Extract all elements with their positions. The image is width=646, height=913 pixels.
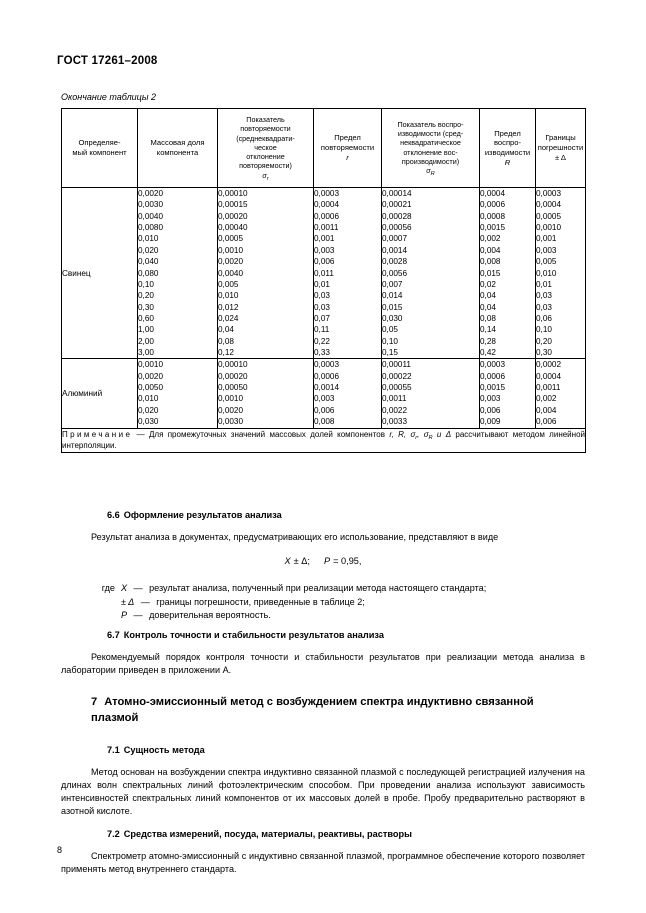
table-value: 0,007: [382, 279, 403, 289]
formula-p: P: [323, 556, 331, 566]
table-value: 0,14: [480, 325, 496, 335]
table-value: 0,01: [314, 279, 330, 289]
heading-6-7: [107, 630, 384, 640]
table-value: 0,010: [536, 268, 557, 278]
note-text-after: рассчитывают методом линейной интерполяции.: [62, 429, 585, 451]
table-value: 0,03: [536, 291, 552, 301]
heading-7-1-number: 7.1: [107, 745, 120, 755]
table-value: 0,0003: [314, 360, 340, 370]
table-value: 0,00056: [382, 223, 412, 233]
table-value: 0,009: [480, 417, 501, 427]
cell-component-lead: Свинец: [62, 188, 138, 359]
table-value: 0,0010: [218, 394, 244, 404]
table-value: 0,010: [138, 234, 159, 244]
heading-7-2: [107, 829, 412, 839]
table-note-row: [62, 428, 586, 452]
table-value: 1,00: [138, 325, 154, 335]
table-value: 0,0011: [314, 223, 339, 233]
table-value: 0,040: [138, 257, 159, 267]
th-delta-symbol: ± Δ: [555, 152, 566, 162]
formula-p-value: = 0,95,: [333, 556, 362, 566]
table-value: 3,00: [138, 348, 154, 358]
table-value: 0,0006: [314, 211, 340, 221]
paragraph-6-6: Результат анализа в документах, предусматривающих его использование, представляют в виде: [91, 532, 499, 542]
table-value: 0,12: [218, 348, 234, 358]
definition-item: [61, 582, 585, 596]
heading-6-7-number: 6.7: [107, 630, 120, 640]
table-value: 0,0040: [138, 211, 164, 221]
table-value: 0,014: [382, 291, 403, 301]
table-caption: Окончание таблицы 2: [61, 92, 156, 102]
table-value: 0,0056: [382, 268, 408, 278]
heading-7-title: Атомно-эмиссионный метод с возбуждением спектра индуктивно связанной плазмой: [91, 696, 534, 724]
th-reproducibility-limit: Предел воспро- изводимости R: [480, 109, 536, 188]
cell-limit-r-lead: [314, 188, 382, 359]
table-value: 0,0080: [138, 223, 164, 233]
table-row: [62, 359, 586, 428]
table-value: 0,04: [480, 291, 496, 301]
definition-text: доверительная вероятность.: [149, 610, 271, 621]
th-repeatability-limit: Предел повторяемости r: [314, 109, 382, 188]
table-value: 0,010: [138, 394, 159, 404]
table-value: 0,0015: [480, 383, 506, 393]
table-value: 0,0004: [480, 189, 506, 198]
table-body: [62, 188, 586, 453]
heading-6-6-number: 6.6: [107, 510, 120, 520]
table-value: 0,00011: [382, 360, 411, 370]
table-value: 0,0020: [218, 257, 244, 267]
table-value: 0,00022: [382, 371, 412, 381]
table-value: 0,0004: [536, 371, 562, 381]
table-value: 0,015: [480, 268, 501, 278]
table-value: 0,0004: [536, 200, 562, 210]
table-value: 0,001: [314, 234, 335, 244]
table-value: 0,30: [536, 348, 552, 358]
table-value: 0,06: [536, 313, 552, 323]
table-value: 0,003: [314, 394, 335, 404]
definition-symbol: ± Δ: [121, 596, 135, 607]
th-component: Определяе- мый компонент: [62, 109, 138, 188]
heading-7-1: [107, 745, 205, 755]
table-value: 0,0011: [536, 383, 561, 393]
th-mass-fraction: Массовая доля компонента: [138, 109, 218, 188]
table-value: 0,0003: [536, 189, 562, 198]
heading-6-6-title: Оформление результатов анализа: [123, 510, 282, 520]
cell-limit-R-lead: [480, 188, 536, 359]
table-value: 0,00050: [218, 383, 248, 393]
table-value: 0,08: [480, 313, 496, 323]
table-value: 0,10: [138, 279, 154, 289]
definition-dash: —: [133, 583, 143, 593]
table-value: 0,00020: [218, 371, 248, 381]
table-value: 0,006: [480, 405, 501, 415]
table-value: 0,024: [218, 313, 239, 323]
table-value: 2,00: [138, 336, 154, 346]
cell-component-aluminium: Алюминий: [62, 359, 138, 428]
cell-delta-aluminium: [536, 359, 586, 428]
table-value: 0,0040: [218, 268, 244, 278]
formula-x: X: [284, 556, 291, 566]
cell-mass-fraction-aluminium: [138, 359, 218, 428]
table-value: 0,0004: [314, 200, 340, 210]
table-value: 0,010: [218, 291, 239, 301]
table-value: 0,020: [138, 405, 159, 415]
th-R-symbol: R: [504, 157, 511, 167]
table-value: 0,60: [138, 313, 154, 323]
table-value: 0,0002: [536, 360, 562, 370]
th-sigma-r-symbol: $\sigma_r$: [262, 170, 269, 182]
table-value: 0,001: [536, 234, 557, 244]
definition-symbol: X: [121, 583, 128, 593]
table-value: 0,07: [314, 313, 330, 323]
table-value: 0,0020: [218, 405, 244, 415]
table-value: 0,0022: [382, 405, 408, 415]
th-error-bounds: Границы погрешности ± Δ: [536, 109, 586, 188]
table-value: 0,33: [314, 348, 330, 358]
table-value: 0,0010: [536, 223, 562, 233]
heading-6-6: [107, 510, 282, 520]
table-value: 0,008: [480, 257, 501, 267]
definition-item: [61, 596, 585, 610]
cell-mass-fraction-lead: [138, 188, 218, 359]
table-value: 0,04: [480, 302, 496, 312]
table-value: 0,00040: [218, 223, 248, 233]
table-value: 0,020: [138, 245, 159, 255]
table-value: 0,015: [382, 302, 403, 312]
table-value: 0,03: [536, 302, 552, 312]
standard-header: ГОСТ 17261–2008: [57, 55, 158, 67]
table-value: 0,08: [218, 336, 234, 346]
definition-lead: где: [101, 583, 115, 593]
table-value: 0,00028: [382, 211, 412, 221]
table-value: 0,0030: [218, 417, 244, 427]
paragraph-6-7: Рекомендуемый порядок контроля точности и стабильности результатов при реализации метода анализа в лаборатории приведен в приложении А.: [61, 652, 585, 676]
table-value: 0,0006: [480, 200, 506, 210]
table-value: 0,005: [536, 257, 557, 267]
table-value: 0,0008: [480, 211, 506, 221]
table-2-continuation: [61, 108, 585, 453]
table-row: [62, 188, 586, 359]
table-value: 0,0003: [314, 189, 340, 198]
heading-6-7-title: Контроль точности и стабильности результатов анализа: [123, 630, 384, 640]
table-value: 0,0028: [382, 257, 408, 267]
definition-dash: —: [133, 610, 143, 621]
table-value: 0,0006: [480, 371, 506, 381]
table-header-row: [62, 109, 586, 188]
table-value: 0,11: [314, 325, 330, 335]
table-value: 0,0010: [218, 245, 244, 255]
table-value: 0,00015: [218, 200, 248, 210]
cell-limit-r-aluminium: [314, 359, 382, 428]
table-value: 0,0003: [480, 360, 506, 370]
table-value: 0,0010: [138, 360, 164, 370]
cell-sigma-r-lead: [218, 188, 314, 359]
table-value: 0,10: [536, 325, 552, 335]
table-value: 0,0014: [314, 383, 340, 393]
th-reproducibility-sigma: Показатель воспро- изводимости (сред- неквадратическое отклонение вос- производимости) $\sigma_R$: [382, 109, 480, 188]
table-value: 0,28: [480, 336, 496, 346]
table-value: 0,03: [314, 302, 330, 312]
table-value: 0,080: [138, 268, 159, 278]
cell-sigma-r-aluminium: [218, 359, 314, 428]
definition-list: [61, 582, 585, 623]
table-value: 0,003: [480, 394, 501, 404]
cell-delta-lead: [536, 188, 586, 359]
table-value: 0,20: [138, 291, 154, 301]
formula-result-expression: [61, 556, 585, 566]
table-value: 0,004: [480, 245, 501, 255]
table-value: 0,05: [382, 325, 398, 335]
definition-item: [61, 609, 585, 623]
table-value: 0,006: [314, 257, 335, 267]
cell-limit-R-aluminium: [480, 359, 536, 428]
cell-sigma-R-aluminium: [382, 359, 480, 428]
table-value: 0,002: [536, 394, 557, 404]
table-value: 0,0015: [480, 223, 506, 233]
table-value: 0,00010: [218, 189, 248, 198]
table-value: 0,012: [218, 302, 239, 312]
table-value: 0,0011: [382, 394, 407, 404]
definition-text: границы погрешности, приведенные в таблице 2;: [156, 596, 365, 607]
table-value: 0,10: [382, 336, 398, 346]
th-sigma-R-symbol: $\sigma_R$: [426, 165, 435, 177]
formula-pm-delta: ± Δ;: [293, 556, 310, 566]
th-repeatability-sigma: Показатель повторяемости (среднеквадрати- ческое отклонение повторяемости) $\sigma_r$: [218, 109, 314, 188]
note-symbols: r, R, $\sigma_r$, $\sigma_R$ и Δ: [389, 429, 452, 441]
table-value: 0,42: [480, 348, 496, 358]
table-value: 0,0030: [138, 200, 164, 210]
table-value: 0,00010: [218, 360, 248, 370]
table-value: 0,011: [314, 268, 334, 278]
definition-symbol: P: [121, 610, 128, 621]
table-value: 0,00020: [218, 211, 248, 221]
heading-7-number: 7: [91, 696, 98, 708]
table-value: 0,20: [536, 336, 552, 346]
table-value: 0,003: [536, 245, 557, 255]
table-value: 0,030: [382, 313, 403, 323]
table-value: 0,04: [218, 325, 234, 335]
table-value: 0,22: [314, 336, 330, 346]
table-value: 0,30: [138, 302, 154, 312]
definition-text: результат анализа, полученный при реализации метода настоящего стандарта;: [149, 583, 487, 593]
table-value: 0,006: [314, 405, 335, 415]
table-value: 0,00055: [382, 383, 412, 393]
heading-7-1-title: Сущность метода: [123, 745, 205, 755]
paragraph-7-2: Спектрометр атомно-эмиссионный с индуктивно связанной плазмой, программное обеспечение которого позволяет применять метод внутреннего стандарта.: [61, 851, 585, 875]
table-value: 0,02: [480, 279, 496, 289]
heading-7-2-number: 7.2: [107, 829, 120, 839]
table-value: 0,005: [218, 279, 239, 289]
table-value: 0,030: [138, 417, 159, 427]
table-value: 0,0014: [382, 245, 408, 255]
table-value: 0,03: [314, 291, 330, 301]
cell-sigma-R-lead: [382, 188, 480, 359]
table-value: 0,00014: [382, 189, 412, 198]
table-value: 0,004: [536, 405, 557, 415]
table-value: 0,00021: [382, 200, 412, 210]
metrology-table: [61, 108, 586, 453]
table-value: 0,01: [536, 279, 552, 289]
table-value: 0,0005: [218, 234, 244, 244]
table-note: [62, 428, 586, 452]
table-value: 0,0020: [138, 371, 164, 381]
table-value: 0,008: [314, 417, 335, 427]
table-value: 0,0005: [536, 211, 562, 221]
table-value: 0,0020: [138, 189, 164, 198]
note-text-before: — Для промежуточных значений массовых долей компонентов: [132, 429, 390, 439]
heading-7: [91, 695, 571, 727]
table-value: 0,0006: [314, 371, 340, 381]
table-value: 0,0007: [382, 234, 408, 244]
table-value: 0,003: [314, 245, 335, 255]
table-value: 0,006: [536, 417, 557, 427]
table-value: 0,0033: [382, 417, 408, 427]
note-label: Примечание: [62, 429, 133, 439]
th-r-symbol: r: [346, 152, 349, 162]
page-number: 8: [57, 845, 63, 855]
table-value: 0,002: [480, 234, 501, 244]
paragraph-7-1: Метод основан на возбуждении спектра индуктивно связанной плазмой с последующей регистрацией излучения на длинах волн спектральных линий фотоэлектрическим способом. При проведении анализа используют зависимость интенсивностей спектральных линий компонентов от их массовых долей в пробе. Пробу предварительно растворяют в азотной кислоте.: [61, 767, 585, 817]
heading-7-2-title: Средства измерений, посуда, материалы, реактивы, растворы: [123, 829, 412, 839]
table-value: 0,0050: [138, 383, 164, 393]
definition-dash: —: [140, 596, 150, 607]
table-value: 0,15: [382, 348, 398, 358]
